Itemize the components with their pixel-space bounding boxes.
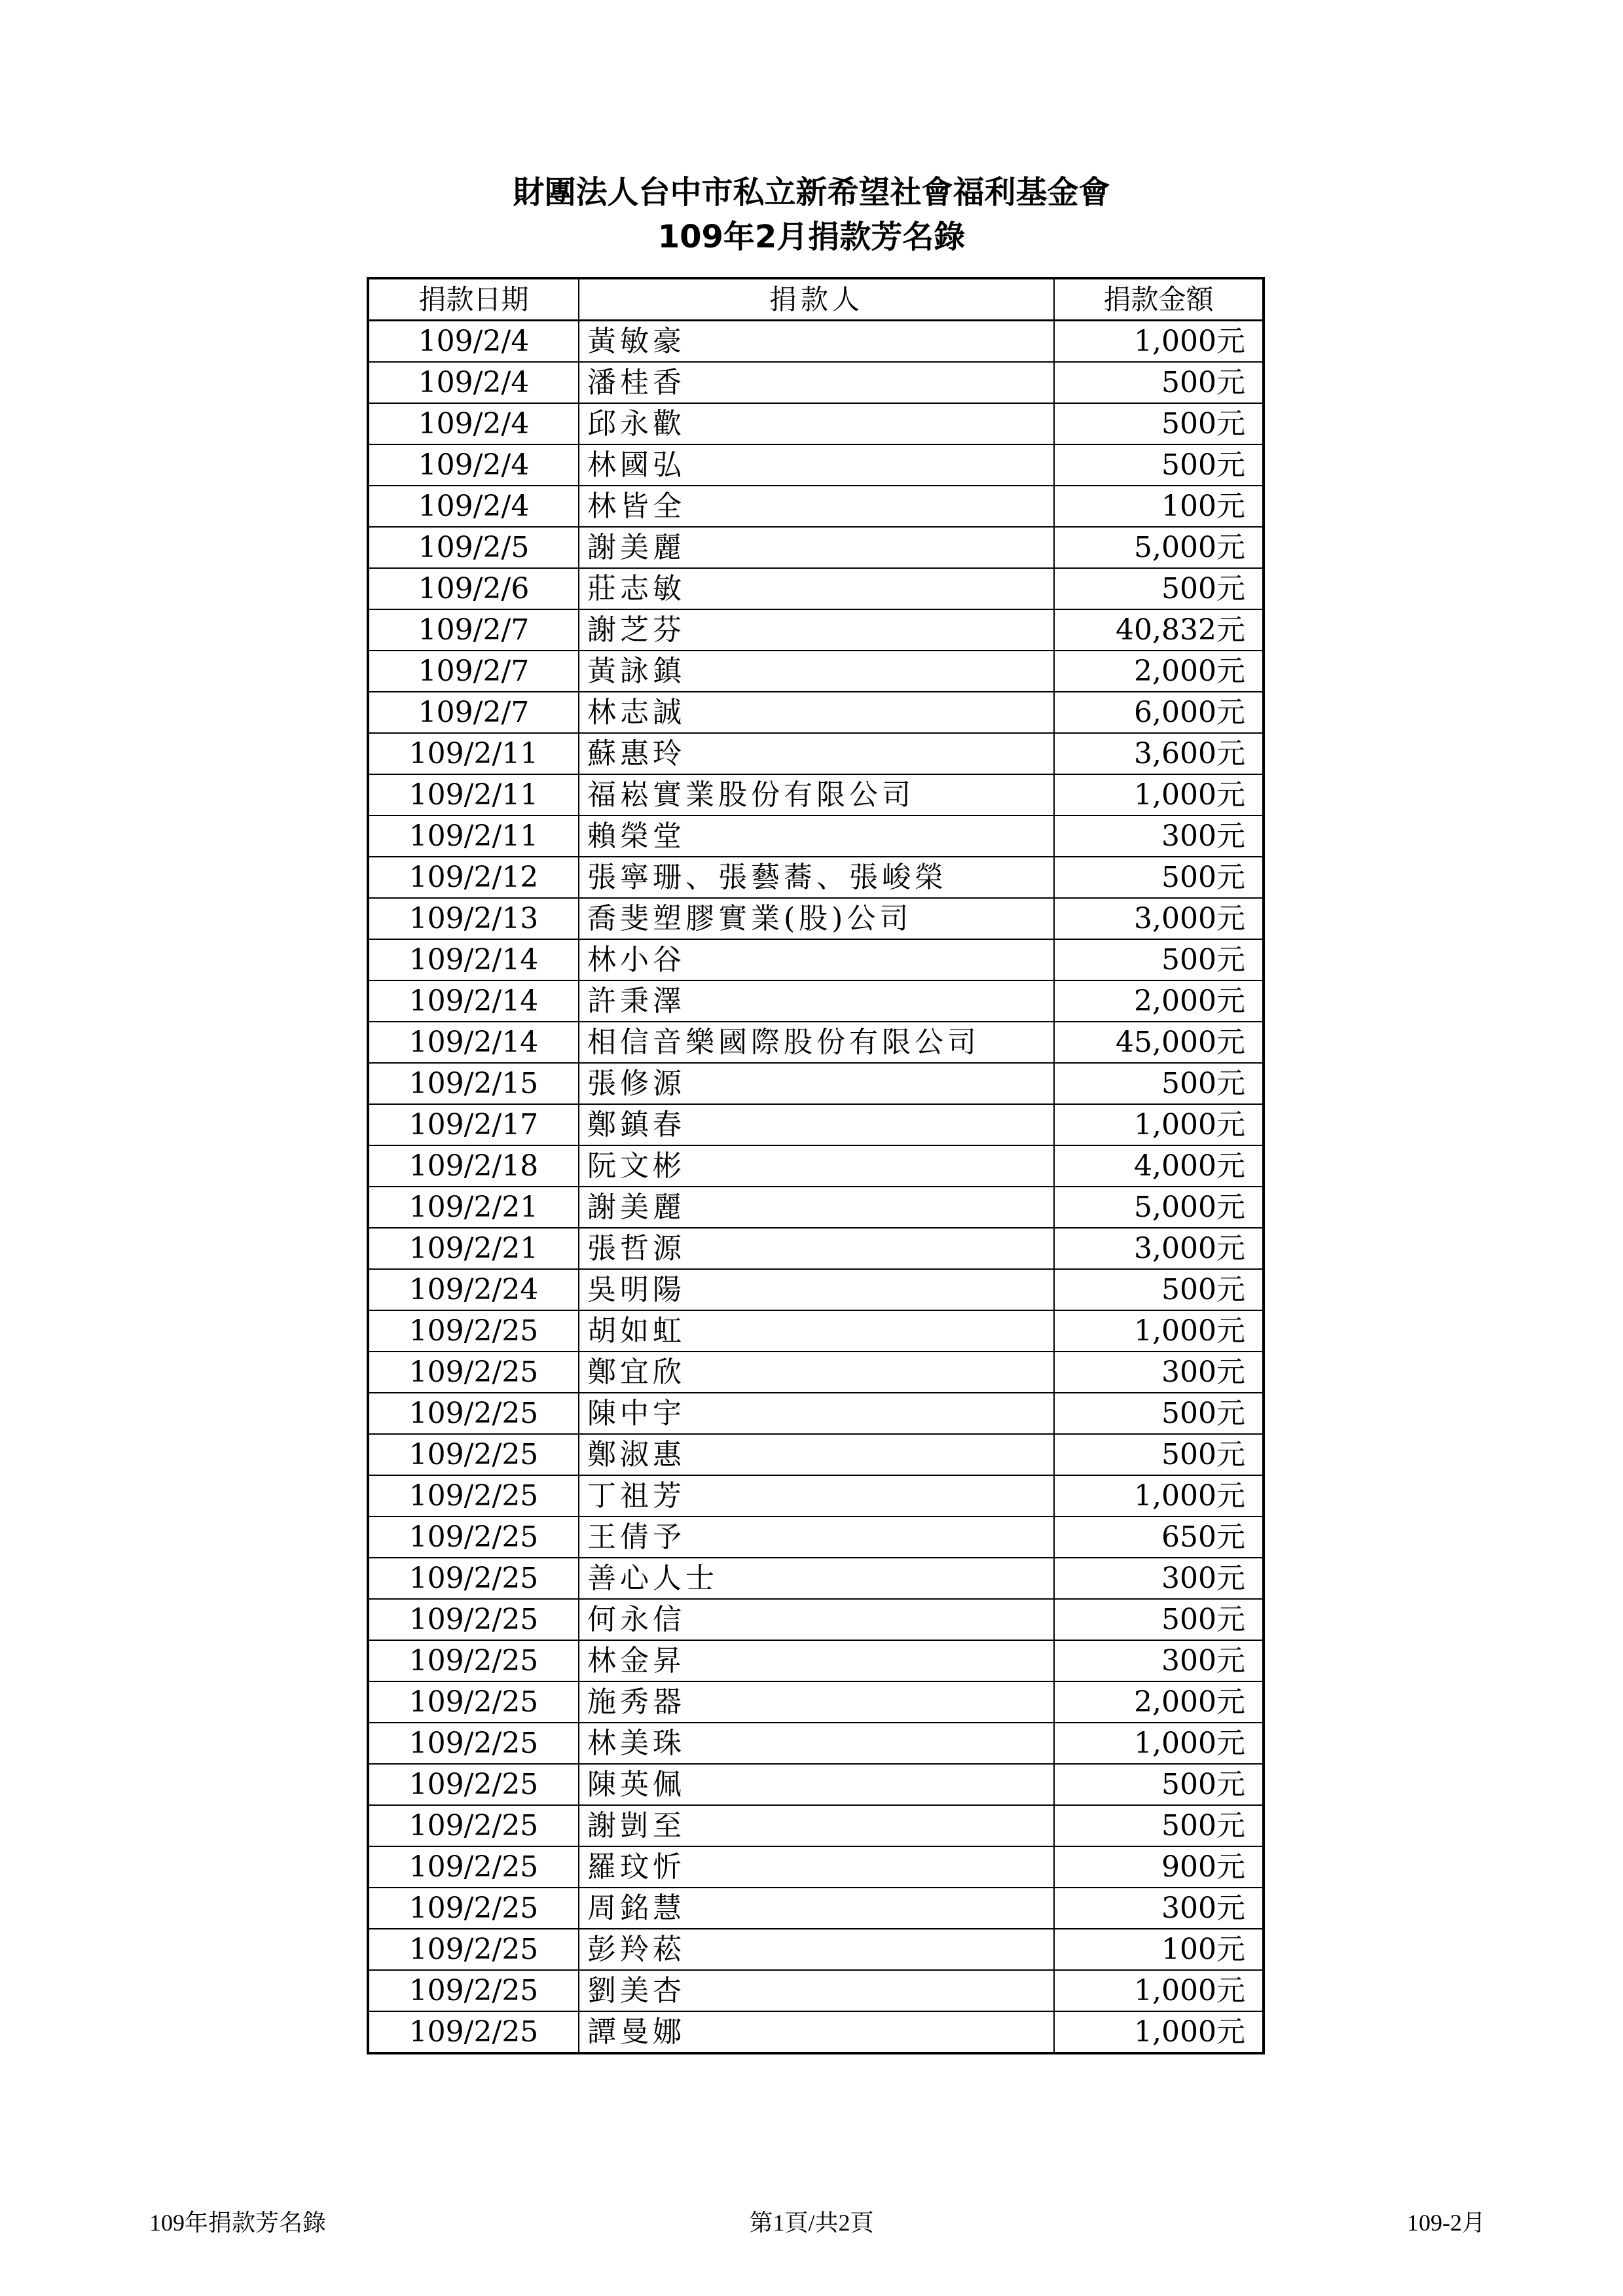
document-title: 財團法人台中市私立新希望社會福利基金會 [513, 174, 1110, 211]
donation-date-cell: 109/2/14 [368, 1022, 579, 1063]
donor-name-cell: 林金昇 [579, 1640, 1054, 1681]
table-row [368, 444, 1264, 486]
table-header-row [368, 278, 1264, 321]
donation-date-cell: 109/2/6 [368, 568, 579, 609]
table-row [368, 362, 1264, 403]
donor-name-cell: 張哲源 [579, 1228, 1054, 1269]
table-row [368, 321, 1264, 363]
donation-amount-cell: 1,000元 [1054, 774, 1264, 816]
donor-name-cell: 譚曼娜 [579, 2011, 1054, 2053]
donation-date-cell: 109/2/25 [368, 1970, 579, 2011]
table-row [368, 1558, 1264, 1599]
table-row [368, 1805, 1264, 1846]
donation-amount-cell: 1,000元 [1054, 1723, 1264, 1764]
table-row [368, 1888, 1264, 1929]
table-row [368, 1063, 1264, 1104]
donation-amount-cell: 2,000元 [1054, 1681, 1264, 1723]
donor-name-cell: 阮文彬 [579, 1145, 1054, 1187]
table-body [368, 321, 1264, 2054]
donation-date-cell: 109/2/5 [368, 527, 579, 568]
donation-amount-cell: 300元 [1054, 1558, 1264, 1599]
donation-amount-cell: 5,000元 [1054, 527, 1264, 568]
table-row [368, 1310, 1264, 1352]
donation-table [367, 277, 1265, 2054]
donation-amount-cell: 3,000元 [1054, 1228, 1264, 1269]
table-row [368, 980, 1264, 1022]
donation-amount-cell: 500元 [1054, 1269, 1264, 1310]
table-row [368, 939, 1264, 980]
donor-name-cell: 喬斐塑膠實業(股)公司 [579, 898, 1054, 939]
table-row [368, 568, 1264, 609]
table-row [368, 1393, 1264, 1434]
donor-name-cell: 胡如虹 [579, 1310, 1054, 1352]
table-row [368, 1599, 1264, 1640]
table-row [368, 1640, 1264, 1681]
donation-date-cell: 109/2/25 [368, 1888, 579, 1929]
donor-name-cell: 林志誠 [579, 692, 1054, 733]
column-header-donor: 捐款人 [579, 278, 1054, 321]
donation-amount-cell: 1,000元 [1054, 1310, 1264, 1352]
table-row [368, 1022, 1264, 1063]
donation-date-cell: 109/2/25 [368, 1393, 579, 1434]
donor-name-cell: 潘桂香 [579, 362, 1054, 403]
donor-name-cell: 謝美麗 [579, 1187, 1054, 1228]
donor-name-cell: 周銘慧 [579, 1888, 1054, 1929]
donation-amount-cell: 3,600元 [1054, 733, 1264, 774]
donation-date-cell: 109/2/25 [368, 1352, 579, 1393]
donation-amount-cell: 300元 [1054, 816, 1264, 857]
donor-name-cell: 林美珠 [579, 1723, 1054, 1764]
donor-name-cell: 福崧實業股份有限公司 [579, 774, 1054, 816]
document-subtitle: 109年2月捐款芳名錄 [657, 219, 966, 255]
donor-name-cell: 何永信 [579, 1599, 1054, 1640]
donor-name-cell: 黃詠鎮 [579, 651, 1054, 692]
donation-date-cell: 109/2/25 [368, 1599, 579, 1640]
table-row [368, 1145, 1264, 1187]
donation-amount-cell: 4,000元 [1054, 1145, 1264, 1187]
table-row [368, 651, 1264, 692]
donation-amount-cell: 650元 [1054, 1516, 1264, 1558]
donor-name-cell: 林小谷 [579, 939, 1054, 980]
donation-amount-cell: 500元 [1054, 362, 1264, 403]
donation-date-cell: 109/2/17 [368, 1104, 579, 1145]
donor-name-cell: 謝剴至 [579, 1805, 1054, 1846]
donor-name-cell: 莊志敏 [579, 568, 1054, 609]
table-row [368, 1228, 1264, 1269]
table-row [368, 816, 1264, 857]
donor-name-cell: 鄭淑惠 [579, 1434, 1054, 1475]
table-row [368, 486, 1264, 527]
donor-name-cell: 黃敏豪 [579, 321, 1054, 363]
donor-name-cell: 王倩予 [579, 1516, 1054, 1558]
donation-amount-cell: 500元 [1054, 444, 1264, 486]
donation-date-cell: 109/2/24 [368, 1269, 579, 1310]
donor-name-cell: 蘇惠玲 [579, 733, 1054, 774]
donation-date-cell: 109/2/7 [368, 692, 579, 733]
table-row [368, 1187, 1264, 1228]
table-row [368, 1475, 1264, 1516]
donation-amount-cell: 500元 [1054, 1805, 1264, 1846]
donor-name-cell: 謝芝芬 [579, 609, 1054, 651]
donation-amount-cell: 1,000元 [1054, 2011, 1264, 2053]
donation-date-cell: 109/2/25 [368, 1516, 579, 1558]
donation-amount-cell: 1,000元 [1054, 1970, 1264, 2011]
donation-amount-cell: 500元 [1054, 1764, 1264, 1805]
table-row [368, 733, 1264, 774]
donation-date-cell: 109/2/25 [368, 1475, 579, 1516]
donor-name-cell: 相信音樂國際股份有限公司 [579, 1022, 1054, 1063]
table-row [368, 692, 1264, 733]
donor-name-cell: 彭羚菘 [579, 1929, 1054, 1970]
donation-amount-cell: 2,000元 [1054, 980, 1264, 1022]
donation-date-cell: 109/2/14 [368, 980, 579, 1022]
donation-amount-cell: 500元 [1054, 1063, 1264, 1104]
donation-amount-cell: 1,000元 [1054, 1104, 1264, 1145]
donation-amount-cell: 1,000元 [1054, 1475, 1264, 1516]
table-row [368, 857, 1264, 898]
donor-name-cell: 鄭宜欣 [579, 1352, 1054, 1393]
donation-date-cell: 109/2/25 [368, 1929, 579, 1970]
donation-date-cell: 109/2/4 [368, 362, 579, 403]
table-row [368, 609, 1264, 651]
donor-name-cell: 劉美杏 [579, 1970, 1054, 2011]
table-row [368, 1970, 1264, 2011]
donation-amount-cell: 2,000元 [1054, 651, 1264, 692]
donation-date-cell: 109/2/25 [368, 1558, 579, 1599]
donation-amount-cell: 500元 [1054, 403, 1264, 444]
table-row [368, 1352, 1264, 1393]
donation-amount-cell: 500元 [1054, 1599, 1264, 1640]
table-row [368, 403, 1264, 444]
donation-date-cell: 109/2/12 [368, 857, 579, 898]
donation-date-cell: 109/2/18 [368, 1145, 579, 1187]
donation-date-cell: 109/2/11 [368, 774, 579, 816]
table-row [368, 2011, 1264, 2053]
table-row [368, 1104, 1264, 1145]
donation-amount-cell: 6,000元 [1054, 692, 1264, 733]
column-header-amount: 捐款金額 [1054, 278, 1264, 321]
table-row [368, 1434, 1264, 1475]
donor-name-cell: 林國弘 [579, 444, 1054, 486]
donation-date-cell: 109/2/25 [368, 1846, 579, 1888]
donation-amount-cell: 500元 [1054, 1393, 1264, 1434]
donation-date-cell: 109/2/13 [368, 898, 579, 939]
donor-name-cell: 張寧珊、張藝蕎、張峻榮 [579, 857, 1054, 898]
donor-name-cell: 施秀器 [579, 1681, 1054, 1723]
table-row [368, 898, 1264, 939]
donation-amount-cell: 3,000元 [1054, 898, 1264, 939]
donation-amount-cell: 300元 [1054, 1640, 1264, 1681]
donation-amount-cell: 100元 [1054, 486, 1264, 527]
donation-date-cell: 109/2/25 [368, 1805, 579, 1846]
table-row [368, 527, 1264, 568]
table-row [368, 1764, 1264, 1805]
footer-document-name: 109年捐款芳名錄 [149, 2210, 327, 2236]
donation-amount-cell: 900元 [1054, 1846, 1264, 1888]
table-row [368, 1516, 1264, 1558]
donation-amount-cell: 500元 [1054, 939, 1264, 980]
table-row [368, 1929, 1264, 1970]
donation-date-cell: 109/2/11 [368, 733, 579, 774]
donation-date-cell: 109/2/21 [368, 1228, 579, 1269]
donation-amount-cell: 45,000元 [1054, 1022, 1264, 1063]
donation-amount-cell: 300元 [1054, 1352, 1264, 1393]
donor-name-cell: 鄭鎮春 [579, 1104, 1054, 1145]
table-row [368, 1846, 1264, 1888]
donor-name-cell: 陳英佩 [579, 1764, 1054, 1805]
donation-date-cell: 109/2/4 [368, 444, 579, 486]
donation-amount-cell: 40,832元 [1054, 609, 1264, 651]
donor-name-cell: 陳中宇 [579, 1393, 1054, 1434]
donation-date-cell: 109/2/25 [368, 1310, 579, 1352]
table-row [368, 1681, 1264, 1723]
column-header-date: 捐款日期 [368, 278, 579, 321]
donation-amount-cell: 500元 [1054, 857, 1264, 898]
donation-date-cell: 109/2/7 [368, 609, 579, 651]
footer-period: 109-2月 [1407, 2210, 1486, 2236]
donation-date-cell: 109/2/11 [368, 816, 579, 857]
donation-date-cell: 109/2/25 [368, 2011, 579, 2053]
donor-name-cell: 邱永歡 [579, 403, 1054, 444]
donation-date-cell: 109/2/4 [368, 486, 579, 527]
donor-name-cell: 許秉澤 [579, 980, 1054, 1022]
donation-date-cell: 109/2/4 [368, 403, 579, 444]
donation-amount-cell: 500元 [1054, 1434, 1264, 1475]
donor-name-cell: 善心人士 [579, 1558, 1054, 1599]
donation-date-cell: 109/2/25 [368, 1434, 579, 1475]
donor-name-cell: 張修源 [579, 1063, 1054, 1104]
donation-amount-cell: 1,000元 [1054, 321, 1264, 363]
donor-name-cell: 丁祖芳 [579, 1475, 1054, 1516]
donation-amount-cell: 100元 [1054, 1929, 1264, 1970]
donation-date-cell: 109/2/25 [368, 1681, 579, 1723]
table-row [368, 1269, 1264, 1310]
donation-amount-cell: 5,000元 [1054, 1187, 1264, 1228]
table-row [368, 1723, 1264, 1764]
donor-name-cell: 羅玟忻 [579, 1846, 1054, 1888]
donation-date-cell: 109/2/7 [368, 651, 579, 692]
donation-date-cell: 109/2/21 [368, 1187, 579, 1228]
footer-page-number: 第1頁/共2頁 [749, 2210, 874, 2236]
donor-name-cell: 謝美麗 [579, 527, 1054, 568]
table-row [368, 774, 1264, 816]
donor-name-cell: 賴榮堂 [579, 816, 1054, 857]
donation-amount-cell: 300元 [1054, 1888, 1264, 1929]
donation-date-cell: 109/2/14 [368, 939, 579, 980]
donation-date-cell: 109/2/25 [368, 1764, 579, 1805]
donor-name-cell: 林皆全 [579, 486, 1054, 527]
donor-name-cell: 吳明陽 [579, 1269, 1054, 1310]
donation-date-cell: 109/2/25 [368, 1723, 579, 1764]
donation-date-cell: 109/2/4 [368, 321, 579, 363]
donation-amount-cell: 500元 [1054, 568, 1264, 609]
donation-date-cell: 109/2/25 [368, 1640, 579, 1681]
donation-date-cell: 109/2/15 [368, 1063, 579, 1104]
